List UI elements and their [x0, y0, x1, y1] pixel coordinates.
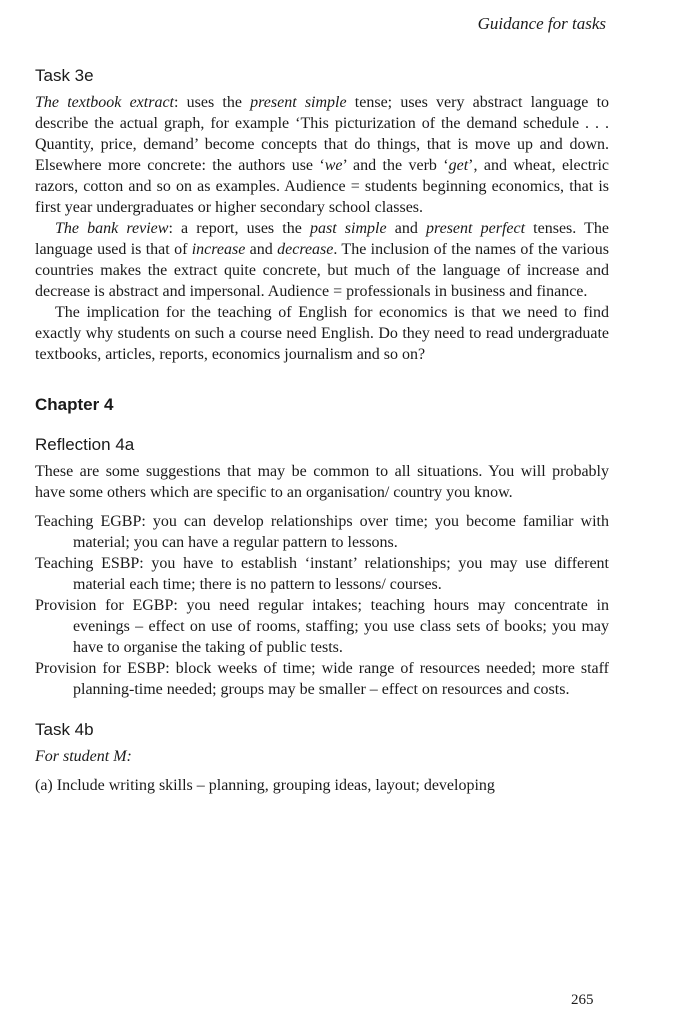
task-4b-label [35, 746, 609, 767]
text-run: : uses the [174, 94, 251, 111]
text-run: : a report, uses the [168, 220, 310, 237]
text-run: . The inclusion of the names of the various countries makes the extract quite concrete, but much of the language of increase and decrease is abstract and impersonal. Audience = professionals in business and finance. [35, 241, 609, 300]
emphasis: present simple [250, 94, 347, 111]
task-4b-item-a: (a) Include writing skills – planning, grouping ideas, layout; developing [35, 777, 495, 794]
spacer [35, 767, 609, 775]
emphasis: present perfect [425, 220, 526, 237]
text-run: and [386, 220, 426, 237]
text-run: tense; uses very abstract language to describe the actual graph, for example ‘This picturization of the demand schedule . . . Quantity, price, demand’ become concepts that do things, that is move up and down. Elsewhere more concrete: the authors use ‘ [35, 94, 610, 174]
emphasis: For student M: [35, 748, 132, 765]
reflection-item-teaching-egbp: Teaching EGBP: you can develop relationships over time; you become familiar with material; you can have a regular pattern to lessons. [35, 513, 609, 551]
reflection-item-provision-esbp: Provision for ESBP: block weeks of time; wide range of resources needed; more staff planning-time needed; groups may be smaller – effect on resources and costs. [35, 660, 609, 698]
reflection-item-provision-egbp: Provision for EGBP: you need regular intakes; teaching hours may concentrate in evenings – effect on use of rooms, staffing; you use class sets of books; you may have to organise the taking of public tests. [35, 597, 609, 656]
spacer [35, 700, 609, 720]
reflection-4a-intro: These are some suggestions that may be common to all situations. You will probably have some others which are specific to an organisation/ country you know. [35, 463, 609, 501]
emphasis: The textbook extract [35, 94, 174, 111]
task-3e-paragraph-1 [35, 92, 609, 218]
text-run: ’ and the verb ‘ [342, 157, 449, 174]
task-3e-heading: Task 3e [35, 66, 94, 85]
text-run: and [245, 241, 278, 258]
spacer [35, 503, 609, 511]
running-head: Guidance for tasks [477, 14, 606, 33]
emphasis: increase [191, 241, 246, 258]
emphasis: decrease [277, 241, 334, 258]
reflection-item-teaching-esbp: Teaching ESBP: you have to establish ‘instant’ relationships; you may use different material each time; there is no pattern to lessons/ courses. [35, 555, 609, 593]
emphasis: we [324, 157, 343, 174]
reflection-4a-heading: Reflection 4a [35, 435, 135, 454]
task-3e-paragraph-2 [35, 218, 609, 302]
page-number: 265 [571, 992, 594, 1008]
text-run: ’, and wheat, electric razors, cotton and so on as examples. Audience = students beginning economics, that is first year undergraduates or higher secondary school classes. [35, 157, 610, 216]
chapter-4-heading: Chapter 4 [35, 395, 114, 414]
emphasis: The bank review [55, 220, 169, 237]
emphasis: past simple [309, 220, 387, 237]
emphasis: get [448, 157, 469, 174]
text-run: tenses. The language used is that of [35, 220, 610, 258]
task-4b-heading: Task 4b [35, 720, 94, 739]
task-3e-paragraph-3: The implication for the teaching of English for economics is that we need to find exactly why students on such a course need English. Do they need to read undergraduate textbooks, articles, reports, economics journalism and so on? [35, 304, 609, 363]
page-body [35, 66, 609, 796]
